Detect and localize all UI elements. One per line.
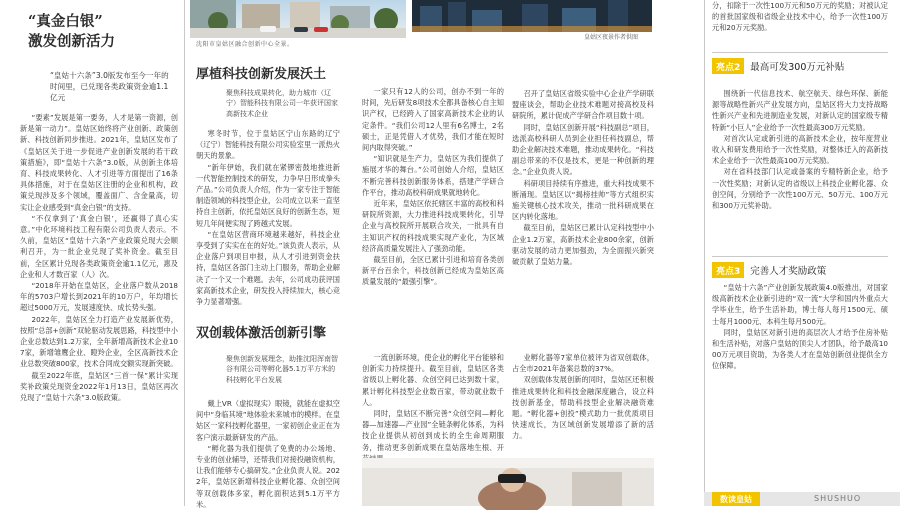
paragraph: “新年伊始，我们就在紧锣密鼓地推进新一代智能控制技术的研发，力争早日形成拳头产品。”公司负责人介绍，作为一家专注于智能制造领域的科技型企业，公司成立以来一直坚持自主创新，依托皇姑区良好的创新生态，短短几年间便实现了跨越式发展。 [196,162,340,228]
paragraph: “知识就是生产力，皇姑区为我们提供了施展才华的舞台。”公司创始人介绍，皇姑区不断完善科技创新服务体系，搭建产学研合作平台，推动高校科研成果就地转化。 [362,154,504,197]
night-photo-graphic [412,0,652,32]
paragraph: “皇姑十六条”产业创新发展政策4.0版推出，对国家级高新技术企业新引进的“双一流”大学和国内外重点大学毕业生，给予生活补助，博士每人每月1500元、硕士每月1000元、本科生每月500元。 [712,283,888,326]
highlight-2 [712,58,844,74]
paragraph: 近年来，皇姑区依托辖区丰富的高校和科研院所资源，大力推进科技成果转化，引导企业与高校院所开展联合攻关，一批具有自主知识产权的科技成果实现产业化，为区域经济高质量发展注入了强劲动能。 [362,199,504,253]
photo-caption: 沈阳市皇姑区融合创新中心全景。 [196,41,294,48]
section2-col1 [196,398,341,509]
vr-photo-graphic [362,458,654,506]
vr-photo [362,458,654,506]
right-rule-3 [712,256,888,257]
section2-title: 双创载体激活创新引擎 [196,326,327,341]
left-lead: “皇姑十六条”3.0版发布至今一年的时间里，已兑现各类政策资金逾1.1亿元 [50,71,169,102]
paragraph: “不仅拿到了‘真金白银’，还赢得了真心实意。”中化环境科技工程有限公司负责人表示。不久前，皇姑区“皇姑十六条”产业政策兑现大会顺利召开，为一批企业兑现了奖补资金。截至目前，全区累计兑现各类政策资金逾1.1亿元，惠及企业和人才数百家（人）次。 [20,213,178,279]
paragraph: 戴上VR（虚拟现实）眼镜，就能在虚拟空间中“身临其境”地体验未来城市的模样。在皇姑区一家科技孵化器里，一家初创企业正在为客户演示最新研发的产品。 [196,399,341,442]
paragraph: 截至2022年底，皇姑区“三首一保”累计实现奖补政策兑现资金2022年1月13日，皇姑区再次兑现了“皇姑十六条”3.0版政策。 [20,370,178,403]
highlight-3-tag: 亮点3 [712,262,744,278]
highlight-2-title: 最高可发300万元补贴 [750,62,845,73]
section2-col3 [512,352,654,456]
paragraph: “2018年开始在皇姑区，企业落户数从2018年的5703户增长到2021年的10万户，年均增长超过5000万元，发展速度快、成长势头强。 [20,281,178,313]
paragraph: 同时，皇姑区对新引进的高层次人才给予住房补贴和生活补贴，对落户皇姑的顶尖人才团队，给予最高1000万元项目资助，为各类人才在皇姑创新创业提供全方位保障。 [712,327,888,371]
night-photo [412,0,652,32]
city-photo-graphic [190,0,406,38]
paragraph: 同时，皇姑区创新开展“科技副总”项目，选派高校科研人员到企业担任科技副总，帮助企业解决技术难题，推动成果转化。“科技副总带来的不仅是技术，更是一种创新的理念。”企业负责人说。 [512,122,654,177]
left-body [20,112,178,403]
highlight-2-body [712,88,888,254]
right-divider [704,0,705,506]
paragraph: 对首次认定或新引进的高新技术企业，按年度营业收入和研发费用给予一次性奖励，对整体迁入的高新技术企业给予一次性最高100万元奖励。 [712,133,888,166]
paragraph: 业孵化器等7家单位被评为省双创载体，占全市2021年备案总数的37%。 [512,353,654,374]
section1-title: 厚植科技创新发展沃土 [196,67,327,82]
paragraph: 同时，皇姑区不断完善“众创空间—孵化器—加速器—产业园”全链条孵化体系，为科技企业提供从初创到成长的全生命周期服务，推动更多创新成果在皇姑落地生根、开 [362,409,504,452]
section2-lead: 聚焦创新发展理念，助推沈阳浑南智谷有限公司等孵化器5.1万平方米的科技孵化平台发展 [226,355,338,384]
section1-col1 [196,128,340,306]
paragraph: 召开了皇姑区省级实验中心企业产学研联盟座谈会，帮助企业技术难题对接高校及科研院所，累计促成产学研合作项目数十项。 [512,89,654,121]
paragraph: 截至目前，全区已累计引进和培育各类创新平台百余个，科技创新已经成为皇姑区高质量发展的“最强引擎”。 [362,255,504,287]
paragraph: 双创载体发展创新的同时，皇姑区还积极推进成果转化和科技金融深度融合，设立科技创新基金，帮助科技型企业解决融资难题。“孵化器+创投”模式助力一批优质项目快速成长，为区域创新发展增添了新的活力。 [512,375,654,441]
divider [184,0,185,506]
footer-label: 数读皇姑 [712,492,760,506]
section2-col2 [362,352,504,456]
paragraph: 截至目前，皇姑区已累计认定科技型中小企业1.2万家，高新技术企业800余家，创新驱动发展的动力更加强劲，为全面振兴新突破贡献了皇姑力量。 [512,223,654,267]
right-top-text: 分，扣除于一次性100万元和50万元的奖励；对被认定的首批国家级和省级企业技术中心，给予一次性100万元和20万元奖励。 [712,1,888,33]
section1-col2 [362,86,504,306]
highlight-2-tag: 亮点2 [712,58,744,74]
paragraph: 对在省科技部门认定或备案的专精特新企业，给予一次性奖励；对新认定的省级以上科技企业孵化器、众创空间，分别给予一次性100万元、50万元、100万元和300万元奖补助。 [712,167,888,211]
paragraph: “在皇姑区营商环境越来越好，科技企业享受到了实实在在的好处。”该负责人表示，从企业落户到项目申报，从人才引进到资金扶持，皇姑区各部门主动上门服务，帮助企业解决了一个又一个难题。去年，公司成功获评国家高新技术企业，研发投入持续加大，核心竞争力显著增强。 [196,229,340,307]
highlight-3 [712,262,826,278]
section1-col3 [512,88,654,306]
paragraph: 围绕新一代信息技术、航空航天、绿色环保、新能源等战略性新兴产业发展方向，皇姑区将大力支持战略性新兴产业和先进制造业发展，对新认定的国家级专精特新“小巨人”企业给予一次性最高300万元奖励。 [712,89,888,132]
mid-photo-caption: 皇姑区夜景作者供图 [584,34,639,41]
paragraph: 一家只有12人的公司，创办不到一年的时间，先后研发8项技术全都具备核心自主知识产权，已经跨入了国家高新技术企业的认定条件。“我们公司12人里有6名博士，2名硕士，正是凭借人才优势，我们才能在短时间内取得突破。” [362,87,504,153]
footer-latin: SHUSHUO [814,494,862,503]
left-title: “真金白银” 激发创新活力 [28,13,115,50]
paragraph: “要素”发展是第一要务，人才是第一资源，创新是第一动力”。皇姑区始终将产业创新、政策创新、科技创新同步推进。2021年，皇姑区发布了《皇姑区关于进一步促进产业创新发展的若干政策措施》，即“皇姑十六条”3.0版，从创新主体培育、科技成果转化、人才引进等方面提出了16条具体措施，对于在皇姑区注册的企业和机构，政策兑现涉及多个领域，覆盖面广、含金量高，切实让企业感受到“真金白银”的支持。 [20,113,178,212]
highlight-3-body [712,282,888,490]
footer-bar [704,492,900,506]
paragraph: 科研项目持续有序推进，重大科技成果不断涌现。皇姑区以“揭榜挂帅”等方式组织实施关键核心技术攻关，推动一批科研成果在区内转化落地。 [512,178,654,222]
highlight-3-title: 完善人才奖励政策 [750,266,827,277]
paragraph: “孵化器为我们提供了免费的办公场地、专业的创业辅导，还帮我们对接投融资机构，让我们能够专心搞研发。”企业负责人说。2022年，皇姑区新增科技企业孵化器、众创空间等双创载体多家，孵化面积达到5.1万平方米。 [196,443,340,509]
city-photo [190,0,406,38]
paragraph: 寒冬时节，位于皇姑区宁山东路的辽宁（辽宁）智能科技有限公司实验室里一派热火朝天的景象。 [196,129,340,161]
section1-lead: 聚焦科技成果转化，助力城市（辽宁）智能科技有限公司一年获评国家高新技术企业 [226,89,338,118]
right-rule-2 [712,52,888,53]
paragraph: 2022年，皇姑区全力打造产业发展新优势，按照“总部+创新”双轮驱动发展思路，科技型中小企业总数达到1.2万家，全年新增高新技术企业107家，新增雏鹰企业、瞪羚企业，全区高新技术企业总数突破800家，技术合同成交额实现新突破。 [20,314,178,369]
left-column [20,0,178,506]
paragraph: 一流创新环境，使企业的孵化平台能够和创新实力持续提升。截至目前，皇姑区各类省级以上孵化器、众创空间已达到数十家，累计孵化科技型企业数百家，带动就业数千人。 [362,353,504,407]
